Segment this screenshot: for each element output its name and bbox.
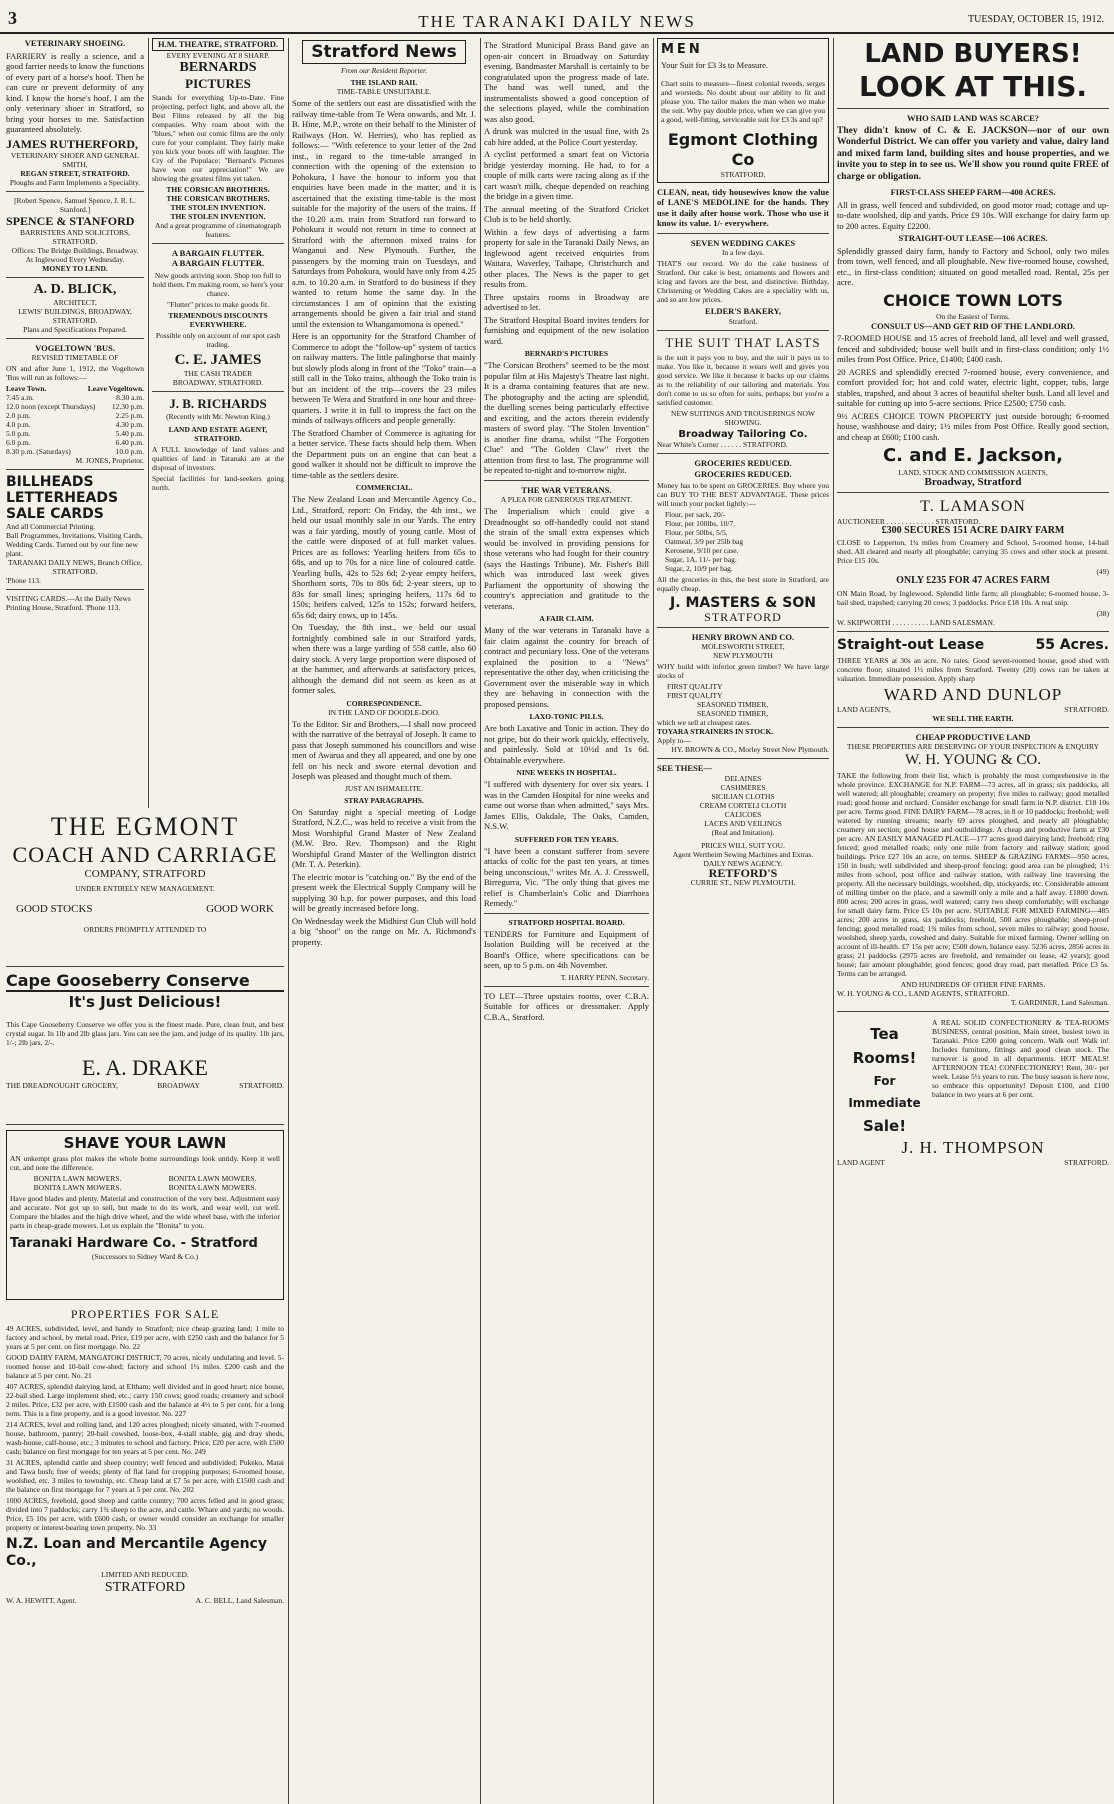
blick-addr: LEWIS' BUILDINGS, BROADWAY, STRATFORD. <box>18 306 132 325</box>
news-agency: DAILY NEWS AGENCY. <box>703 858 783 868</box>
jackson-name: C. and E. Jackson, <box>882 445 1064 466</box>
rutherford-title: VETERINARY SHOER AND GENERAL SMITH, <box>10 150 140 169</box>
flutter-text: New goods arriving soon. Shop too full to hold them. I'm making room, so here's your chance. <box>152 270 284 298</box>
table-row: 4.0 p.m. 4.30 p.m. <box>6 420 144 429</box>
secretary-signature: T. HARRY PENN, Secretary. <box>560 972 649 982</box>
loan-company: N.Z. Loan and Mercantile Agency Co., <box>6 1536 267 1569</box>
timber-footer: which we sell at cheapest rates. <box>657 718 752 727</box>
table-row: 7.45 a.m. 8.30 a.m. <box>6 393 144 402</box>
medoline-ad: CLEAN, neat, tidy housewives know the value of LANE'S MEDOLINE for the hands. They use it daily after house work. Those who use it know its value. 1/- everywhere. <box>657 186 829 228</box>
column-1 <box>6 38 144 808</box>
bakery-city: Stratford. <box>728 316 758 326</box>
sheep-text: All in grass, well fenced and subdivided, on good motor road; cottage and up-to-date woolshed, dip and yards. Price £9 10s. Will exchange for dairy farm up to 200 acres. Equity £2200. <box>837 199 1109 231</box>
article-paragraph: The Stratford Municipal Brass Band gave an open-air concert in Broadway on Saturday evening. Bandmaster Marshall is certainly to be congratulated upon the progress made of late. The band was well tuned, and the instrumentalists showed a good conception of the selections played, while the combination was also good. <box>484 40 649 124</box>
spence-names: [Robert Spence, Samuel Spence, J. R. L. Stanford.] <box>14 195 136 214</box>
young-name: W. H. YOUNG & CO. <box>905 752 1041 768</box>
ward-sell: WE SELL THE EARTH. <box>932 713 1014 723</box>
theatre-heading: H.M. THEATRE, STRATFORD. <box>152 38 284 51</box>
table-row: 8.30 p.m. (Saturdays) 10.0 p.m. <box>6 447 144 456</box>
wertheim: Agent Wertheim Sewing Machines and Extras. <box>672 849 814 859</box>
section-heading: BERNARD'S PICTURES <box>524 349 609 358</box>
men-ad <box>657 38 829 183</box>
section-heading: COMMERCIAL. <box>355 483 413 492</box>
billheads-1: BILLHEADS <box>6 474 94 490</box>
young-sales: T. GARDINER, Land Salesman. <box>1010 998 1109 1007</box>
column-rule <box>288 38 289 1804</box>
vet-heading: VETERINARY SHOEING. <box>24 38 126 48</box>
land-special: Special facilities for land-seekers going north. <box>152 473 284 492</box>
section-heading: STRAY PARAGRAPHS. <box>344 795 424 805</box>
cakes-sub: In a few days. <box>721 248 765 257</box>
properties-ad <box>6 1306 284 1802</box>
suitings: NEW SUITINGS AND TROUSERINGS NOW SHOWING. <box>671 408 815 427</box>
article-paragraph: A cyclist performed a smart feat on Victoria bridge yesterday morning. He had, to for a couple of milk carts were racing along as if the cart wasn't milk, cheque depended on reaching the bridge in a given time. <box>484 149 649 201</box>
list-item: Flour, per sack, 20/- <box>665 510 726 519</box>
young-text: TAKE the following from their list, which is probably the most comprehensive in the whole province. EXCHANGE for N.P. FARM—73 acres, all in grass; six paddocks, all well watered; all ploughable; creamery on property; five miles to railway; good metalled road; good house and orchard. Consider exchange for small farm in N.P. district. £18 10s per acre. Terms good. FINE DAIRY FARM—78 acres, in 8 or 10 paddocks; freehold; well watered by running streams; nearly 69 acres ploughed, and nearly all ploughable; creamery on section; good house and outbuildings. A cheap and productive farm at £30 per acre. AN EASILY MANAGED PLACE—177 acres good dairying land; freehold; ring fenced; good metalled roads; only one mile from factory and railway station; good buildings. Price £27 10s an acre, on terms. SHEEP & GRAZING FARMS—950 acres, 150 in bush; well subdivided and sheep-proof fencing; good area can be ploughed; 1½ miles from school, post office and railway station, with railway line traversing the property. All the necessary buildings, woolshed, dip, stockyards, etc. Considerable amount of milling timber on the place, and a sawmill only a mile and a half away. £1800 down. 800 acres; 200 acres in grass, well watered; carry two sheep comfortably; will exchange for small dairy farm. Price £5 10s per acre. SUITABLE FOR MIXED FARMING—485 acres; 200 acres in grass, six paddocks; freehold, 500 acres ploughable; sheep-proof fencing; good metalled road; 1¾ miles from school, seven miles to railway; good house, woolshed, sheep yards, cowshed and dairy. Suitable for mixed farming. Owner selling on account of ill-health. £7 15s per acre; £500 down, balance easy. 5236 acres, 2856 acres in grass; 21 paddocks (2975 acres are freehold, and remainder on lease, 42 years); good house; fair amount ploughable; good fences; good dray road, part metalled. Price £3 5s. Terms can be arranged. <box>837 771 1109 978</box>
article-paragraph: A drunk was mulcted in the usual fine, with 2s cab hire added, at the Police Court yesterday. <box>484 126 649 147</box>
section-subheading: JUST AN ISHMAELITE. <box>345 783 423 793</box>
cakes-text: THAT'S our record. We do the cake business of Stratford. Our cake is best, ornaments and flowers and icing and favors are the best, and distinctive. Birthday, Christening or Wedding Cakes are a speciality with us, and so are low prices. <box>657 259 829 304</box>
table-row: 6.0 p.m. 6.40 p.m. <box>6 438 144 447</box>
bus-sub: REVISED TIMETABLE OF <box>31 353 119 362</box>
men-text: Chart suits to measure—finest colonial tweeds, serges and worsteds. No doubt about our ability to fit and please you. The tailor makes the man when we make the suit. Why pay double price, when we can give you a good, well-fitting, serviceable suit for £3 3s and up? <box>661 78 825 124</box>
jackson-addr: Broadway, Stratford <box>924 476 1022 488</box>
corsican-1: THE CORSICAN BROTHERS. <box>166 184 270 194</box>
james-addr: BROADWAY, STRATFORD. <box>172 377 264 387</box>
straight-lease-title: Straight-out Lease 55 Acres. <box>837 636 1109 653</box>
egmont-clothing: Egmont Clothing Co <box>667 129 819 169</box>
tdn-phone: 'Phone 113. <box>6 576 41 585</box>
consult: CONSULT US—AND GET RID OF THE LANDLORD. <box>870 320 1076 331</box>
tailoring-addr: Near White's Corner . . . . . . STRATFORD. <box>657 440 788 449</box>
who-text: They didn't know of C. & E. JACKSON—nor of our own Wonderful District. We can offer you variety and value, dairy land and mixed farm land, building sites and house properties, and we invite you to step in to see us. We'll show you round quite FREE of charge or obligation. <box>837 125 1109 182</box>
bus-prop: M. JONES, Proprietor. <box>75 456 144 465</box>
hardware-successors: (Successors to Sidney Ward & Co.) <box>91 1252 199 1261</box>
section-subheading: A PLEA FOR GENEROUS TREATMENT. <box>500 495 633 504</box>
column-rule <box>653 38 654 1804</box>
article-paragraph: Within a few days of advertising a farm property for sale in the Taranaki Daily News, an Inglewood agent received enquiries from Waitara, Waverley, Taihape, Christchurch and other places. The News is the paper to get results from. <box>484 226 649 289</box>
bus-text: ON and after June 1, 1912, the Vogeltown 'Bus will run as follows:— <box>6 364 144 382</box>
corsican-2: THE CORSICAN BROTHERS. <box>166 193 270 203</box>
spence-title: BARRISTERS AND SOLICITORS, STRATFORD. <box>19 227 131 246</box>
lamason-price-1: £300 SECURES 151 ACRE DAIRY FARM <box>881 524 1065 536</box>
printing: And all Commercial Printing. <box>6 522 96 531</box>
coach-line-3: COMPANY, STRATFORD <box>84 868 206 880</box>
section-heading: A FAIR CLAIM. <box>539 614 594 623</box>
lot-text: 9½ ACRES CHOICE TOWN PROPERTY just outside borough; 6-roomed house, washhouse and dairy; 1½ miles from Post Office. Really good section, and cheap at £600; £100 cash. <box>837 410 1109 442</box>
apply: Apply to— <box>657 736 691 745</box>
thompson-name: J. H. THOMPSON <box>901 1138 1045 1157</box>
flutter-1: A BARGAIN FLUTTER. <box>171 247 265 258</box>
flutter-prices: "Flutter" prices to make goods fit. <box>167 299 269 309</box>
henry2: HY. BROWN & CO., Morley Street New Plymouth. <box>671 745 829 754</box>
masters-name: J. MASTERS & SON <box>670 595 816 611</box>
possible: Possible only on account of our spot cash trading. <box>155 330 281 349</box>
bernards-text: Stands for everything Up-to-Date. Fine projecting, perfect light, and above all, the Best Films released by all the big companies. Why roam about with the "blues," when our comic films are the only cure for your complaint. They fairly make you kick your boots off with laughter. The Cry of the Populace: "Bernard's Pictures have won our appreciation!" We are showing the greatest films yet taken. <box>152 92 284 183</box>
henry-brown: HENRY BROWN AND CO. <box>691 631 795 642</box>
column-3-stratford-news <box>292 38 476 1800</box>
table-row: 2.0 p.m. 2.25 p.m. <box>6 411 144 420</box>
straight-text: THREE YEARS at 30s an acre. No rates. Good seven-roomed house, good shed with concrete floor; situated 1½ miles from Stratford. Twenty (20) cows can be taken at valuation. Immediate possession. Apply sharp <box>837 655 1109 683</box>
visiting-cards: VISITING CARDS.—At the Daily News Printing House, Stratford. 'Phone 113. <box>6 594 131 612</box>
lease-title: STRAIGHT-OUT LEASE—106 ACRES. <box>898 233 1048 243</box>
choice-lots: CHOICE TOWN LOTS <box>883 290 1063 310</box>
article-paragraph: "The Corsican Brothers" seemed to be the most popular film at His Majesty's Theatre last night. It is a drama containing features that are new. The photography and the acting are splendid, the duelling scenes being particularly effective and exciting, and the actors therein evidently masters of sword play. "The Stolen Invention" is another fine drama, whilst "The Forgotten Clue" and "The Golden Claw" rivet the attention from first to last. The programme will be repeated to-night and to-morrow night. <box>484 360 649 475</box>
resident-reporter: From our Resident Reporter. <box>341 66 427 75</box>
tea-rooms-headline: Tea Rooms! For Immediate Sale! <box>848 1025 921 1135</box>
column-5 <box>657 38 829 1800</box>
cheap-sub: THESE PROPERTIES ARE DESERVING OF YOUR INSPECTION & ENQUIRY <box>846 742 1100 751</box>
ward-agents: LAND AGENTS, STRATFORD. <box>837 704 1109 714</box>
property-item: 1000 ACRES, freehold, good sheep and cattle country; 700 acres felled and in good grass; divided into 7 paddocks; carry 1¾ sheep to the acre, and cattle. Whare and yards; no woods. Price, £5 10s per acre, with £600 cash, or owner would consider an exchange for smaller property or interest-bearing town property. No. 33 <box>6 1496 284 1532</box>
spence-inglewood: At Inglewood Every Wednesday. <box>25 254 125 264</box>
article-paragraph: On Saturday night a special meeting of Lodge Stratford, N.Z.C., was held to receive a visit from the Most Worshipful Grand Master of New Zealand (M.W. Bro. Rev. Thompson) and the Right Worshipful Grand Master of the Wellington district (Mr. T. A. Peterkin). <box>292 806 476 869</box>
column-rule <box>833 38 834 1804</box>
table-row: 5.0 p.m. 5.40 p.m. <box>6 429 144 438</box>
property-item: 49 ACRES, subdivided, level, and handy to Stratford; nice cheap grazing land; 1 mile to factory and school, by metal road. Price, £19 per acre, with £250 cash and the balance for 5 years at 5 per cent. on first mortgage. No. 22 <box>6 1324 284 1351</box>
blick-title: ARCHITECT, <box>53 297 97 307</box>
suit-text: is the suit it pays you to buy, and the suit it pays us to make. You like it, because it wears well and gives you good service. We like it because it backs up our claims as to the reliability of our tailoring and materials. You don't come to us so often for suits, perhaps; but you're a satisfied customer. <box>657 352 829 407</box>
suit-title: THE SUIT THAT LASTS <box>665 334 821 350</box>
bernards-title: BERNARDS <box>179 59 257 75</box>
groceries-1: GROCERIES REDUCED. <box>694 458 792 468</box>
loan-limited: LIMITED AND REDUCED. <box>101 1570 189 1579</box>
article-paragraph: To the Editor. Sir and Brothers,—I shall now proceed with the narrative of the betrayal of Joseph. It came to pass that Joseph summoned his councillors and wise men of Awarua and they all appeared, and one by one fell on his neck and swore eternal devotion and Joseph was pleased and thought much of them. <box>292 718 476 781</box>
lease-text: Splendidly grassed dairy farm, handy to Factory and School, only two miles from town, well fenced, and all ploughable. New five-roomed house, cowshed, etc., in first-class condition; situated on good metalled road. Rental, 25s per acre. <box>837 245 1109 287</box>
vet-text: FARRIERY is really a science, and a good farrier needs to know the functions of every part of a horse's hoof. Then he can cure or prevent deformity of any kind. I know the horse's hoof. I am the only veterinary shoer in Stratford, so bring your horses to me. Satisfaction guaranteed absolutely. <box>6 50 144 134</box>
lamason-price-2: ONLY £235 FOR 47 ACRES FARM <box>896 575 1050 586</box>
young-more: AND HUNDREDS OF OTHER FINE FARMS. <box>900 980 1046 989</box>
bus-timetable <box>6 393 144 456</box>
printing-2: Ball Programmes, Invitations, Visiting Cards, Wedding Cards. Turned out by our fine new plant. <box>6 531 143 558</box>
lawn-ad <box>6 1130 284 1300</box>
article-paragraph: On Tuesday, the 8th inst., we held our usual fortnightly combined sale in our Stratford yards, when there was a large yarding of 558 cattle, also 60 dairy stock. A very large proportion were disposed of at the hammer, and afterwards at satisfactory prices, although the demand did not seem as keen as at former sales. <box>292 622 476 695</box>
section-heading: CORRESPONDENCE. <box>346 698 422 708</box>
flutter-2: A BARGAIN FLUTTER. <box>171 258 265 268</box>
blick-plans: Plans and Specifications Prepared. <box>23 324 127 334</box>
choice-sub: On the Easiest of Terms. <box>936 311 1010 321</box>
timber-list: FIRST QUALITY FIRST QUALITY SEASONED TIMBER, SEASONED TIMBER, <box>667 682 769 718</box>
james-name: C. E. JAMES <box>174 351 262 368</box>
bus-heading: VOGELTOWN 'BUS. <box>35 342 115 353</box>
coach-line-4: UNDER ENTIRELY NEW MANAGEMENT. <box>75 884 215 893</box>
men-suit: Your Suit for £3 3s to Measure. <box>661 60 769 70</box>
blick-name: A. D. BLICK, <box>33 281 117 297</box>
page-number: 3 <box>8 8 17 28</box>
lawn-text: AN unkempt grass plot makes the whole home surroundings look untidy. Keep it well cut, and note the difference. <box>10 1154 280 1172</box>
drake-name: E. A. DRAKE <box>82 1055 208 1080</box>
hardware-company: Taranaki Hardware Co. - Stratford <box>10 1236 258 1251</box>
newspaper-title: THE TARANAKI DAILY NEWS <box>418 12 696 31</box>
sheep-title: FIRST-CLASS SHEEP FARM—400 ACRES. <box>890 187 1056 197</box>
look-at-this: LOOK AT THIS. <box>859 70 1087 103</box>
henry-city: NEW PLYMOUTH <box>713 651 773 660</box>
lamason-title: AUCTIONEER . . . . . . . . . . . . . STRATFORD. <box>837 516 981 526</box>
land-buyers: LAND BUYERS! <box>864 39 1082 69</box>
gooseberry-ad <box>6 972 284 1122</box>
james-title: THE CASH TRADER <box>183 368 253 378</box>
to-let-notice: TO LET—Three upstairs rooms, over C.B.A. Suitable for offices or dressmaker. Apply C.B.A., Stratford. <box>484 990 649 1022</box>
lot-text: 7-ROOMED HOUSE and 15 acres of freehold land, all level and well grassed, fenced and subdivided; house well built and in first-class condition; only 1½ miles from Post Office. Price, £1400; £400 cash. <box>837 333 1109 364</box>
column-rule <box>148 38 149 808</box>
who-said: WHO SAID LAND WAS SCARCE? <box>906 113 1040 123</box>
richards-sub: (Recently with Mr. Newton King.) <box>166 411 270 421</box>
rutherford-more: Ploughs and Farm Implements a Speciality. <box>9 177 141 187</box>
properties-title: PROPERTIES FOR SALE <box>70 1307 220 1321</box>
cheap-title: CHEAP PRODUCTIVE LAND <box>915 731 1031 742</box>
pictures-title: PICTURES <box>185 75 251 91</box>
tea-rooms-ad <box>837 1016 1109 1138</box>
section-heading: STRATFORD HOSPITAL BOARD. <box>508 917 625 927</box>
article-paragraph: On Wednesday week the Midhirst Gun Club will hold a big "shoot" on the range on Mr. A. Richmond's property. <box>292 915 476 947</box>
tdn-office: TARANAKI DAILY NEWS, Branch Office, STRATFORD. <box>7 558 143 576</box>
gooseberry-text: This Cape Gooseberry Conserve we offer you is the finest made. Pure, clean fruit, and best crystal sugar. In 1lb and 2lb glass jars. You can see the jam, and judge of its quality. 1lb jars, 1/-; 2lb jars, 2/-. <box>6 1020 284 1047</box>
section-heading: NINE WEEKS IN HOSPITAL. <box>516 768 617 777</box>
masters-city: STRATFORD <box>704 610 782 624</box>
corsican-3: THE STOLEN INVENTION. <box>170 202 266 212</box>
property-item: GOOD DAIRY FARM, MANGATOKI DISTRICT, 70 acres, nicely undulating and level. 5-roomed house and 10-bail cow-shed; factory and school 1¼ miles. £200 cash and the balance at 5 per cent. No. 21 <box>6 1353 284 1380</box>
lamason-num-1: (49) <box>1096 567 1109 576</box>
retford-addr: CURRIE ST., NEW PLYMOUTH. <box>690 878 796 887</box>
lamason-text-1: CLOSE to Lepperton, 1¾ miles from Creamery and School, 5-roomed house, 14-bail shed. All cleared and nearly all ploughable; carrying 35 cows and other stock at present. Price £15 10s. <box>837 538 1109 565</box>
drake-footer: THE DREADNOUGHT GROCERY, BROADWAY STRATFORD. <box>6 1081 284 1090</box>
spence-firm: SPENCE & STANFORD <box>6 213 135 228</box>
article-paragraph: The Stratford Chamber of Commerce is agitating for a better service. These facts should help them. When the Department puts on an engine that can beat a good walker it should not be difficult to improve the time-table as the settlers desire. <box>292 427 476 480</box>
egmont-clothing-city: STRATFORD. <box>720 169 766 179</box>
list-item: Sugar, 2, 10/9 per bag. <box>665 564 733 573</box>
column-rule <box>480 38 481 1804</box>
spence-offices: Offices: The Bridge Buildings, Broadway. <box>11 245 139 255</box>
section-subheading: TIME-TABLE UNSUITABLE. <box>336 87 432 96</box>
grocery-footer: All the groceries in this, the best store in Stratford, are equally cheap. <box>657 575 829 593</box>
grocery-text: Money has to be spent on GROCERIES. Buy where you can BUY TO THE BEST ADVANTAGE. These prices will touch your pocket lightly:— <box>657 481 829 508</box>
land-text: A FULL knowledge of land values and qualities of land in Taranaki are at the disposal of investors. <box>152 444 284 472</box>
lawn-text-2: Have good blades and plenty. Material and construction of the very best. Adjustment easy and accurate. Not got up to sell, but made to do its work, and wear well, cut well. Compare the blades and the high drive wheel, and the wide wheel base, with the inferior parts in cheap-grade mowers. Let us explain the "Bonita" to you. <box>10 1194 280 1230</box>
table-row: 12.0 noon (except Thursdays) 12.30 p.m. <box>6 402 144 411</box>
stratford-news-title: Stratford News <box>302 40 466 64</box>
richards-name: J. B. RICHARDS <box>169 395 267 411</box>
timber-text: WHY build with inferior green timber? We have large stocks of <box>657 662 829 680</box>
article-paragraph: The annual meeting of the Stratford Cricket Club is to be held shortly. <box>484 203 649 224</box>
coach-line-2: COACH AND CARRIAGE <box>12 842 278 867</box>
column-2 <box>152 38 284 808</box>
section-heading: THE WAR VETERANS. <box>521 484 612 495</box>
skipworth: W. SKIPWORTH . . . . . . . . . . LAND SALESMAN. <box>837 617 995 627</box>
corsican-4: THE STOLEN INVENTION. <box>170 211 266 221</box>
property-item: 407 ACRES, splendid dairying land, at Eltham; well divided and in good heart; nice house, 22-bail shed. Large implement shed, etc.; carry 150 cows; good roads; creamery and school 2 miles. Price, £32 per acre, with £1500 cash and the balance at 4½ to 5 per cent. for a long term. This is a fine property, and is a good investor. No. 227 <box>6 1382 284 1418</box>
article-paragraph: "I suffered with dysentery for over six years. I was in the Camden Hospital for nine weeks and came out worse than when admitted," says Mrs. James Ellis, Oakdale, The Oaks, Camden, N.S.W. <box>484 779 649 831</box>
lamason-text-2: ON Main Road, by Inglewood. Splendid little farm; all ploughable; 6-roomed house, 3-bail shed, trapshed; carrying 20 cows; 3 paddocks. Price £18 10s. A real snip. <box>837 588 1109 607</box>
lot-text: 20 ACRES and splendidly erected 7-roomed house, every convenience, and comfort provided for; hot and cold water, electric light, copper, tubs, large stables, trapshed, and about 3 acres of beautiful shelter bush. Land all level and suitable for cutting up into 5-acre sections. Price £2500; £750 cash. <box>837 366 1109 408</box>
rutherford-name: JAMES RUTHERFORD, <box>6 136 139 151</box>
loan-city: STRATFORD <box>104 1580 186 1595</box>
article-paragraph: The Stratford Hospital Board invites tenders for furnishing and equipment of the new isolation ward. <box>484 314 649 346</box>
list-item: Flour, per 50lbs, 5/5. <box>665 528 728 537</box>
retford-name: RETFORD'S <box>708 865 778 880</box>
toyara: TOYARA STRAINERS IN STOCK. <box>657 727 774 736</box>
article-paragraph: The New Zealand Loan and Mercantile Agency Co., Ltd., Stratford, report: On Friday, the 4th inst., we held our usual monthly sale in our Yards. The entry was a fair yarding, mostly of young cattle. Most of the cattle were disposed of at full market values. Prices are as follows: Yearling heifers from 65s to 68s, and up to 70s for a nice line of coloured cattle. Yearling bulls, 42s to 52s 6d; 2-year empty heifers, Shorthorn sorts, 70s to 80s 6d; 2-year steers, up to 83s for small lines; springing heifers, 117s 6d to 150s; heifers calved, 125s to 152s; forward heifers, 65s 6d; dairy cows, up to 145s. <box>292 494 476 620</box>
every-evening: EVERY EVENING AT 8 SHARP. <box>166 50 270 60</box>
lamason-name: T. LAMASON <box>920 497 1026 515</box>
rutherford-addr: REGAN STREET, STRATFORD. <box>20 168 130 178</box>
fabrics-list: DELAINES CASHMERES SICILIAN CLOTHS CREAM CORTELI CLOTH CALICOES LACES AND VEILINGS (Real and Imitation). <box>699 773 787 837</box>
article-paragraph: The electric motor is "catching on." By the end of the present week the Electrical Supply Company will be supplying 30 h.p. for power purposes, and this load will be greatly increased before long. <box>292 871 476 913</box>
gooseberry-title: Cape Gooseberry Conserve <box>6 972 284 992</box>
article-paragraph: Many of the war veterans in Taranaki have a fair claim against the country for breach of contract and pecuniary loss. One of the veterans explained the position to a "News" representative the other day, when criticising the Government over the miserable way in which they are behaving in connection with the proposed pensions. <box>484 625 649 709</box>
article-paragraph: Are both Laxative and Tonic in action. They do not gripe, but do their work quickly, effectively, and painlessly. Sold at 10½d and 1s 6d. Obtainable everywhere. <box>484 723 649 765</box>
article-paragraph: Some of the settlers out east are dissatisfied with the railway time-table from Te Wera onwards, and Mr. J. B. Hine, M.P., wrote on their behalf to the Minister of Railways (Hon. W. Herries), who has replied as follows:— "With reference to your letter of the 2nd inst., in regard to the time-table arranged in connection with the opening of the extension to Pohokura, I have the honour to inform you that enquiries have been made in the matter, and it is ascertained that the existing time-table is the most suitable for the majority of the users of the trains. If the 10.20 a.m. train from Stratford ran forward to Pohokura it would not return in time to connect at Stratford with the afternoon mixed trains for Wanganui and New Plymouth. Further, the passengers by the morning train on Tuesdays, and Saturdays from Pohokura, would have only from 4.25 a.m. to 10.20 a.m. in Stratford to do business if they wanted to return home the same day. In the circumstances I am of opinion that the existing arrangements should be given a fair trial and stand until the extension to Whangamomona is opened." <box>292 98 476 329</box>
section-subheading: IN THE LAND OF DOODLE-DOO. <box>328 707 440 717</box>
column-6 <box>837 38 1109 1800</box>
masthead <box>0 0 1114 34</box>
coach-orders: ORDERS PROMPTLY ATTENDED TO <box>83 925 207 934</box>
cakes-title: SEVEN WEDDING CAKES <box>690 237 796 248</box>
property-item: 31 ACRES, splendid cattle and sheep country; well fenced and subdivided; Pukeko, Matai and Tawa bush; free of weeds; plenty of flat land for cropping purposes; 6-roomed house, woolshed, etc. 3 miles to township, etc. Cheap land at £7 5s per acre, with £1500 cash and the balance on first mortgage for 7 years at 5 per cent. No. 202 <box>6 1458 284 1494</box>
jackson-title: LAND, STOCK AND COMMISSION AGENTS, <box>898 468 1048 477</box>
billheads-2: LETTERHEADS <box>6 490 119 506</box>
bakery-name: ELDER'S BAKERY, <box>705 306 781 316</box>
issue-date: TUESDAY, OCTOBER 15, 1912. <box>968 14 1104 25</box>
men-title: MEN <box>661 42 703 57</box>
tailoring-name: Broadway Tailoring Co. <box>678 428 808 440</box>
young-sig: W. H. YOUNG & CO., LAND AGENTS, STRATFORD. <box>837 989 1010 998</box>
section-heading: SUFFERED FOR TEN YEARS. <box>514 834 619 844</box>
gooseberry-sub: It's Just Delicious! <box>68 993 222 1011</box>
spence-money: MONEY TO LEND. <box>42 263 108 273</box>
coach-stock-work: GOOD STOCKS GOOD WORK <box>16 903 274 915</box>
list-item: Kerosene, 9/10 per case. <box>665 546 739 555</box>
lamason-num-2: (38) <box>1096 608 1109 618</box>
ward-dunlop: WARD AND DUNLOP <box>883 684 1063 704</box>
article-paragraph: Three upstairs rooms in Broadway are advertised to let. <box>484 291 649 312</box>
see-these: SEE THESE— <box>657 763 712 773</box>
column-4 <box>484 38 649 1800</box>
list-item: Sugar, 1A, 11/- per bag. <box>665 555 737 564</box>
article-paragraph: The Imperialism which could give a Dreadnought so off-handedly could not stand the strain of the small extra expenses which would be involved in providing pensions for those veterans who had fought for their country (says the Hastings Tribune). Mr. Fisher's Bill which was introduced last week gives Parliament the opportunity of showing the country's appreciation and gratitude to the veterans. <box>484 506 649 611</box>
section-heading: THE ISLAND RAIL <box>350 78 418 87</box>
henry-addr: MOLESWORTH STREET, <box>701 642 785 651</box>
discounts: TREMENDOUS DISCOUNTS EVERYWHERE. <box>168 310 268 329</box>
grocery-list <box>657 510 829 573</box>
mowers-list: BONITA LAWN MOWERS. BONITA LAWN MOWERS. BONITA LAWN MOWERS. BONITA LAWN MOWERS. <box>33 1174 257 1192</box>
coach-line-1: THE EGMONT <box>50 812 240 841</box>
article-paragraph: Here is an opportunity for the Stratford Chamber of Commerce to adopt the "follow-up" system of tactics on railway matters. The little palinghorse that mainly but slowly plods along in front of the "Toko" train—a still call in the Toko trains, although the Toko train is but an incident of the trip—covers the 23 miles between Te Wera and Stratford in one hour and three-quarters. I write it in full to impress the fact on the minds of railways officers and people generally. <box>292 331 476 425</box>
bus-table-header: Leave Town. Leave Vogeltown. <box>6 384 144 393</box>
section-heading: LAXO-TONIC PILLS. <box>529 712 604 721</box>
list-item: Oatmeal, 3/9 per 25lb bag <box>665 537 744 546</box>
thompson-footer: LAND AGENT STRATFORD. <box>837 1158 1109 1167</box>
property-item: 214 ACRES, level and rolling land, and 120 acres ploughed; nicely situated, with 7-roomed house, bathroom, pantry; 20-bail cowshed, loose-box, 4-stall stable, gig and dray sheds, wash-house, calf-house, etc.; 3 minutes to school and factory. Price, £20 per acre, with £500 cash; balance on first mortgage for ten years at 5 per cent. No. 249 <box>6 1420 284 1456</box>
egmont-coach-ad <box>6 812 284 962</box>
prices-suit: PRICES WILL SUIT YOU. <box>701 840 785 850</box>
article-paragraph: "I have been a constant sufferer from severe attacks of colic for the past ten years, at times being unconscious," writes Mr. A. J. Cresswell, Birregurra, Vic. "The only thing that gives me relief is Chamberlain's Colic and Diarrhoea Remedy." <box>484 845 649 908</box>
lawn-title: SHAVE YOUR LAWN <box>63 1134 227 1152</box>
land-agent: LAND AND ESTATE AGENT, STRATFORD. <box>168 424 268 443</box>
cinemato: And a great programme of cinematograph features. <box>155 220 281 239</box>
groceries-2: GROCERIES REDUCED. <box>694 468 792 479</box>
loan-agents: W. A. HEWITT, Agent. A. C. BELL, Land Salesman. <box>6 1596 284 1605</box>
article-paragraph: TENDERS for Furniture and Equipment of Isolation Building will be received at the Board's Office, where specifications can be seen, up to 5 p.m. on 4th November. <box>484 928 649 970</box>
billheads-3: SALE CARDS <box>6 506 104 522</box>
tea-text: A REAL SOLID CONFECTIONERY & TEA-ROOMS BUSINESS, central position, Main street, busiest town in Taranaki. Price £200 going concern. Walk out! Walk in! Includes furniture, fittings and good clean stock. The turnover is good in all departments. HOT MEALS! AFTERNOON TEA! CONFECTIONERY! Rent, 30/- per week. Lease 5½ years to run. The busy season is here now, so embrace this opportunity! Deposit £100, and £100 balance in two years at 6 per cent. <box>932 1018 1109 1099</box>
list-item: Flour, per 100lbs, 10/7. <box>665 519 736 528</box>
